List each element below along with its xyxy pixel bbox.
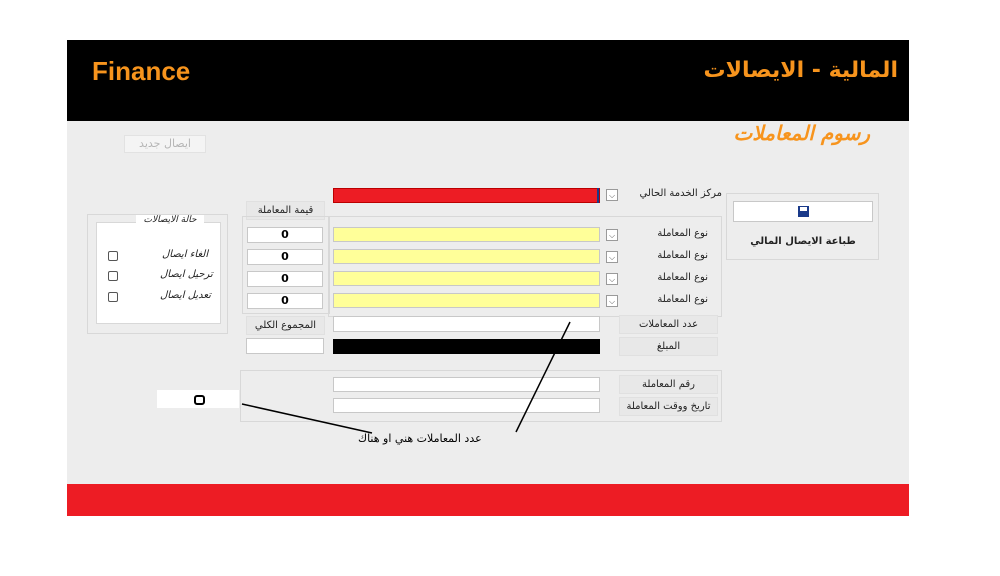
transaction-type-dropdown-2[interactable]: ⌵ <box>606 251 618 263</box>
new-receipt-button[interactable]: ايصال جديد <box>124 135 206 153</box>
app-title-en: Finance <box>92 56 191 86</box>
transaction-value-1[interactable]: 0 <box>247 227 323 243</box>
transaction-number-label: رقم المعاملة <box>619 375 718 394</box>
transaction-value-2[interactable]: 0 <box>247 249 323 265</box>
total-label: المجموع الكلي <box>246 316 325 335</box>
service-center-dropdown[interactable]: ⌵ <box>606 189 618 201</box>
cancel-receipt-label: الغاء ايصال <box>162 249 209 260</box>
transaction-value-3[interactable]: 0 <box>247 271 323 287</box>
transaction-type-label-4: نوع المعاملة <box>657 294 708 305</box>
transaction-count-label: عدد المعاملات <box>619 315 718 334</box>
transaction-type-dropdown-1[interactable]: ⌵ <box>606 229 618 241</box>
annotation-line-left <box>242 404 372 433</box>
footer-bar <box>67 484 909 516</box>
transaction-datetime-label: تاريخ ووقت المعاملة <box>619 397 718 416</box>
page-subtitle: رسوم المعاملات <box>733 121 870 145</box>
print-receipt-label: طباعة الايصال المالي <box>750 236 856 247</box>
edit-receipt-label: تعديل ايصال <box>160 290 211 301</box>
transaction-type-label-3: نوع المعاملة <box>657 272 708 283</box>
transaction-type-dropdown-4[interactable]: ⌵ <box>606 295 618 307</box>
service-center-label: مركز الخدمة الحالي <box>639 188 722 199</box>
receipt-status-title: حالة الايصالات <box>136 215 204 225</box>
transaction-value-4[interactable]: 0 <box>247 293 323 309</box>
post-receipt-label: ترحيل ايصال <box>160 269 213 280</box>
transaction-value-header: قيمة المعاملة <box>246 201 325 220</box>
transaction-type-dropdown-3[interactable]: ⌵ <box>606 273 618 285</box>
transaction-type-label-2: نوع المعاملة <box>657 250 708 261</box>
annotation-line-right <box>516 322 570 432</box>
annotation-text: عدد المعاملات هني او هناك <box>358 432 482 445</box>
app-title-ar: المالية - الايصالات <box>703 58 898 83</box>
transaction-type-label-1: نوع المعاملة <box>657 228 708 239</box>
amount-label: المبلغ <box>619 337 718 356</box>
